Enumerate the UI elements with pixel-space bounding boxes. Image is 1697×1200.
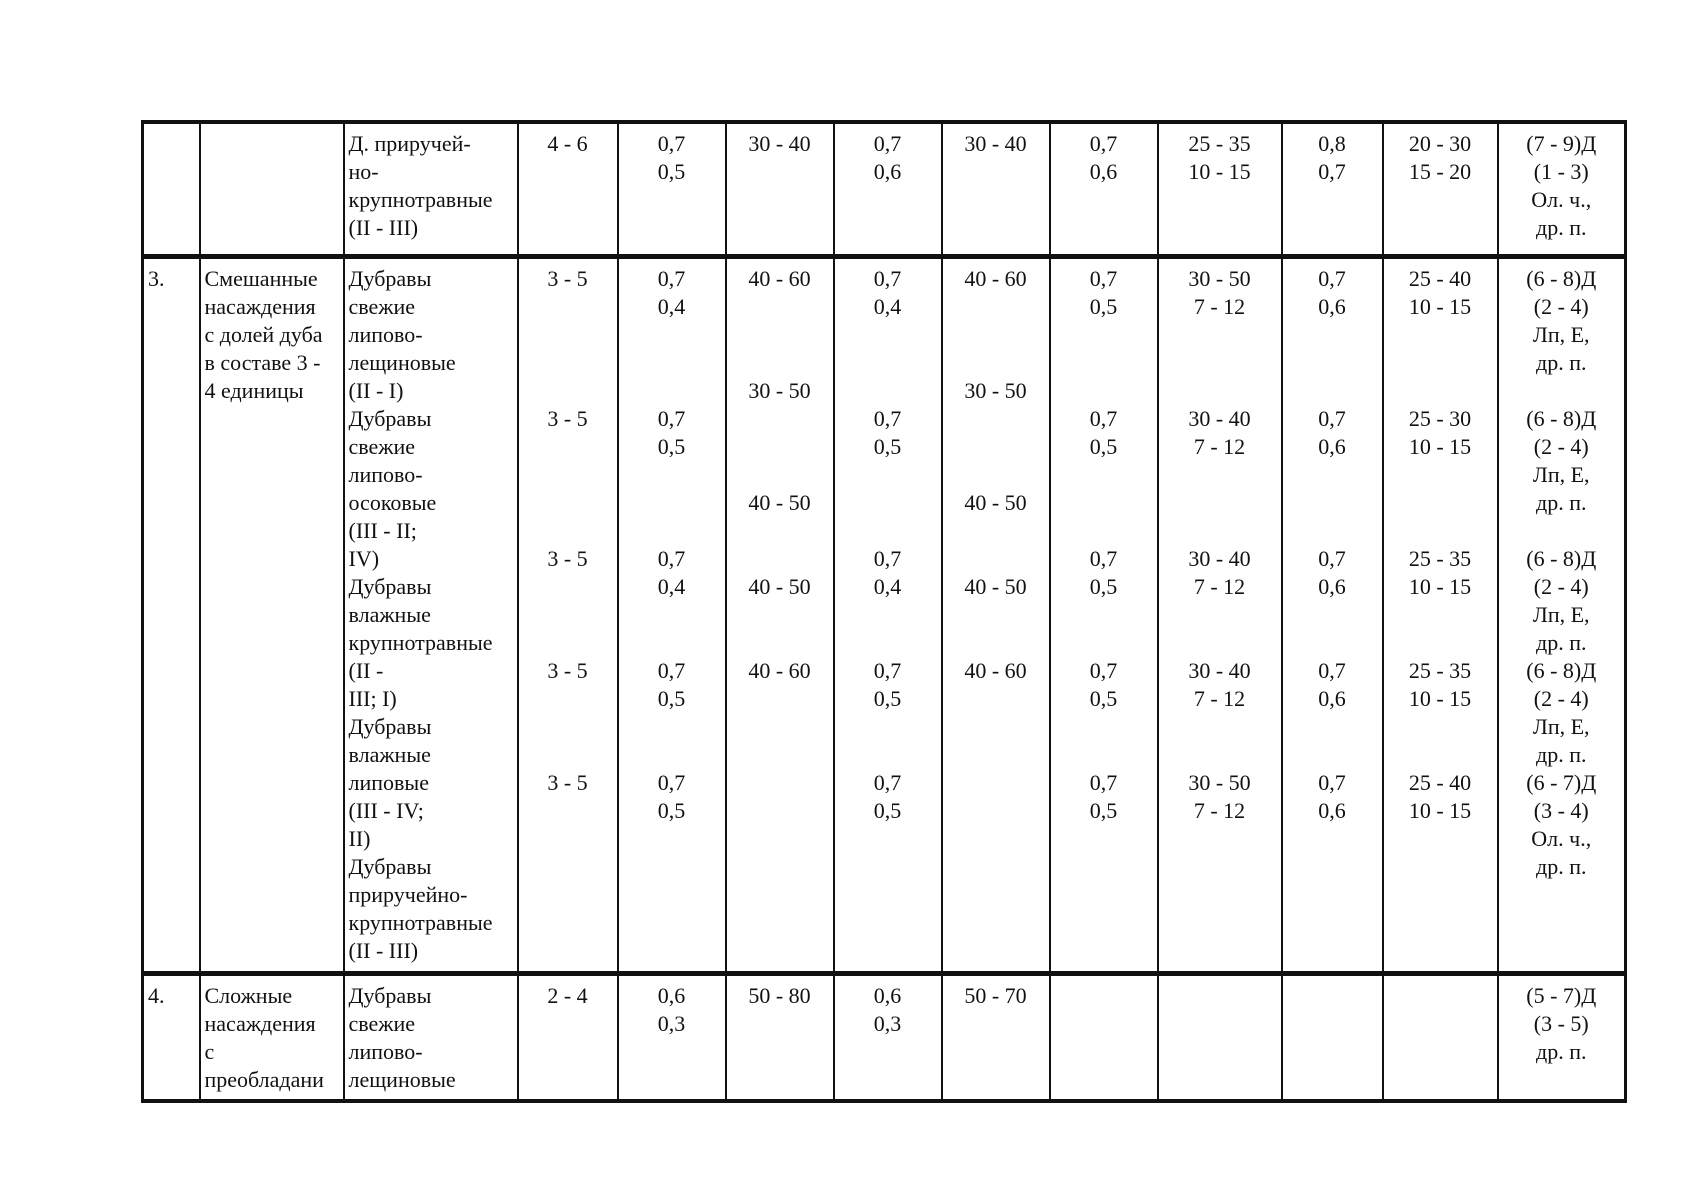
value-cell: 20 - 30 15 - 20 <box>1383 122 1498 256</box>
table-row <box>143 973 1626 1101</box>
value-cell: 0,7 0,5 0,7 0,5 0,7 0,5 0,7 0,5 0,7 0,5 <box>1050 256 1158 973</box>
row-number-cell: 4. <box>143 973 200 1101</box>
value-cell: 25 - 40 10 - 15 25 - 30 10 - 15 25 - 35 10 - 15 25 - 35 10 - 15 25 - 40 10 - 15 <box>1383 256 1498 973</box>
forest-stand-table <box>141 120 1627 1103</box>
value-cell: 0,7 0,4 0,7 0,5 0,7 0,4 0,7 0,5 0,7 0,5 <box>618 256 726 973</box>
value-cell: 2 - 4 <box>518 973 618 1101</box>
value-cell <box>1050 973 1158 1101</box>
stand-type-cell <box>200 122 344 256</box>
value-cell: 0,7 0,6 <box>834 122 942 256</box>
value-cell: 50 - 70 <box>942 973 1050 1101</box>
table-row <box>143 122 1626 256</box>
value-cell: 25 - 35 10 - 15 <box>1158 122 1282 256</box>
value-cell <box>1158 973 1282 1101</box>
value-cell: 40 - 60 30 - 50 40 - 50 40 - 50 40 - 60 <box>726 256 834 973</box>
forest-type-cell: Дубравы свежие липово- лещиновые <box>344 973 518 1101</box>
composition-cell: (7 - 9)Д (1 - 3) Ол. ч., др. п. <box>1498 122 1626 256</box>
value-cell: 30 - 40 <box>726 122 834 256</box>
composition-cell: (6 - 8)Д (2 - 4) Лп, Е, др. п. (6 - 8)Д (2 - 4) Лп, Е, др. п. (6 - 8)Д (2 - 4) Лп, Е, др. п. (6 - 8)Д (2 - 4) Лп, Е, др. п. (6 - 7)Д (3 - 4) Ол. ч., др. п. <box>1498 256 1626 973</box>
value-cell: 30 - 50 7 - 12 30 - 40 7 - 12 30 - 40 7 - 12 30 - 40 7 - 12 30 - 50 7 - 12 <box>1158 256 1282 973</box>
value-cell: 30 - 40 <box>942 122 1050 256</box>
value-cell: 4 - 6 <box>518 122 618 256</box>
value-cell: 0,7 0,6 <box>1050 122 1158 256</box>
value-cell <box>1383 973 1498 1101</box>
value-cell: 0,7 0,5 <box>618 122 726 256</box>
value-cell: 40 - 60 30 - 50 40 - 50 40 - 50 40 - 60 <box>942 256 1050 973</box>
value-cell: 0,6 0,3 <box>618 973 726 1101</box>
value-cell: 0,7 0,6 0,7 0,6 0,7 0,6 0,7 0,6 0,7 0,6 <box>1282 256 1383 973</box>
stand-type-cell: Смешанные насаждения с долей дуба в составе 3 - 4 единицы <box>200 256 344 973</box>
value-cell: 3 - 5 3 - 5 3 - 5 3 - 5 3 - 5 <box>518 256 618 973</box>
table-row <box>143 256 1626 973</box>
composition-cell: (5 - 7)Д (3 - 5) др. п. <box>1498 973 1626 1101</box>
value-cell: 0,7 0,4 0,7 0,5 0,7 0,4 0,7 0,5 0,7 0,5 <box>834 256 942 973</box>
stand-type-cell: Сложные насаждения с преобладани <box>200 973 344 1101</box>
forest-type-cell: Д. приручей- но- крупнотравные (II - III) <box>344 122 518 256</box>
row-number-cell: 3. <box>143 256 200 973</box>
row-number-cell <box>143 122 200 256</box>
forest-type-cell: Дубравы свежие липово- лещиновые (II - I) Дубравы свежие липово- осоковые (III - II; IV) Дубравы влажные крупнотравные (II - III; I) Дубравы влажные липовые (III - IV; II) Дубравы приручейно- крупнотравные (II - III) <box>344 256 518 973</box>
value-cell: 0,8 0,7 <box>1282 122 1383 256</box>
value-cell: 50 - 80 <box>726 973 834 1101</box>
value-cell <box>1282 973 1383 1101</box>
value-cell: 0,6 0,3 <box>834 973 942 1101</box>
